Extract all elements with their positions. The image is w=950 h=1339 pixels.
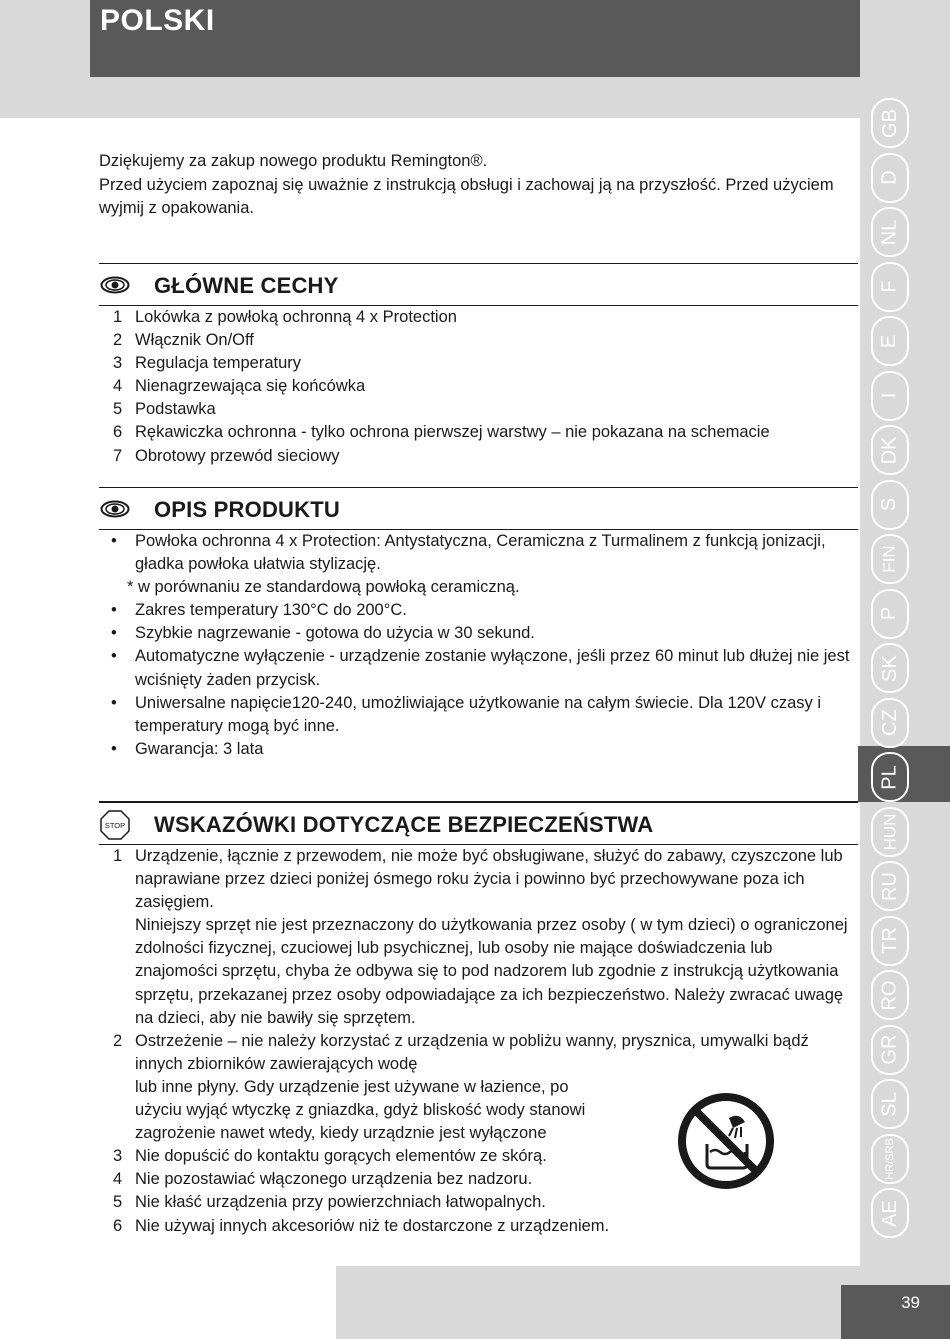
list-item: • Uniwersalne napięcie120-240, umożliwiające użytkowanie na całym świecie. Dla 120V czasy i temperatury mogą być inne. [111,693,821,735]
language-tab-d[interactable] [871,153,907,201]
language-code: F [878,280,901,293]
language-tab-cz[interactable] [871,698,907,746]
language-tab-e[interactable] [871,316,907,364]
section-title: GŁÓWNE CECHY [154,273,339,298]
language-tab-label [871,1134,909,1184]
language-tab-sl[interactable] [871,1079,907,1127]
language-tab-label [871,98,909,148]
language-tab-fin[interactable] [871,534,907,582]
language-code: SK [878,654,901,682]
page-number: 39 [901,1293,920,1312]
list-item: 3 Regulacja temperatury [113,354,301,373]
language-tab-i[interactable] [871,371,907,419]
language-code: CZ [878,709,901,736]
description-section [99,487,858,761]
description-list [99,530,858,761]
section-title: WSKAZÓWKI DOTYCZĄCE BEZPIECZEŃSTWA [154,812,654,837]
list-item: • Gwarancja: 3 lata [111,739,264,758]
language-code: E [878,334,901,348]
language-tab-gr[interactable] [871,1025,907,1073]
language-tab-label [871,752,909,802]
section-title: OPIS PRODUKTU [154,497,340,522]
list-item: • Zakres temperatury 130°C do 200°C. [111,601,407,620]
list-item: * w porównaniu ze standardową powłoką ceramiczną. [127,578,520,597]
language-tab-label [871,262,909,312]
no-water-icon [677,1092,775,1190]
language-tab-ae[interactable] [871,1188,907,1236]
language-code: DK [878,436,901,464]
language-tab-label [871,207,909,257]
features-list [99,306,858,468]
language-code: HUN [880,813,899,850]
title-bar [90,0,860,77]
language-code: RO [878,980,901,1010]
language-tab-sk[interactable] [871,643,907,691]
language-tab-f[interactable] [871,262,907,310]
language-tab-s[interactable] [871,480,907,528]
intro-text [99,150,854,221]
list-item: 4 Nie pozostawiać włączonego urządzenia bez nadzoru. [113,1170,533,1189]
language-code: SL [878,1091,901,1117]
language-tab-label [871,916,909,966]
language-tab-gb[interactable] [871,98,907,146]
language-tab-label [871,371,909,421]
language-tab-label [871,643,909,693]
language-tab-label [871,698,909,748]
language-code: HR/SRB [884,1137,896,1180]
section-header [99,801,858,845]
language-tab-label [871,861,909,911]
language-tab-hr-srb[interactable] [871,1134,907,1182]
list-item: 2 Włącznik On/Off [113,331,254,350]
list-item: • Powłoka ochronna 4 x Protection: Antystatyczna, Ceramiczna z Turmalinem z funkcją jonizacji, gładka powłoka ułatwia stylizację. [111,532,826,574]
language-code: NL [878,219,901,245]
language-tab-label [871,970,909,1020]
eye-icon [100,499,130,519]
language-tab-p[interactable] [871,589,907,637]
language-code: RU [878,871,901,901]
features-section [99,263,858,468]
list-item: 4 Nienagrzewająca się końcówka [113,377,366,396]
list-item: 3 Nie dopuścić do kontaktu gorących elementów ze skórą. [113,1147,547,1166]
language-tab-nl[interactable] [871,207,907,255]
language-code: P [878,606,901,621]
language-tab-pl[interactable] [871,752,907,800]
language-tab-label [871,534,909,584]
language-code: AE [878,1199,901,1227]
language-tab-label [871,589,909,639]
language-tab-label [871,153,909,203]
language-tab-label [871,807,909,857]
list-item: 2 Ostrzeżenie – nie należy korzystać z urządzenia w pobliżu wanny, prysznica, umywalki bądź innych zbiorników zawierających wodę lub inne płyny. Gdy urządzenie jest używane w łazience, po użyciu wyjąć wtyczkę z gniazdka, gdyż bliskość wody stanowi zagrożenie nawet wtedy, kiedy urządznie jest wyłączone [113,1031,809,1143]
language-code: D [878,170,901,185]
language-tab-label [871,1079,909,1129]
language-tab-label [871,480,909,530]
language-tab-dk[interactable] [871,425,907,473]
intro-line: Dziękujemy za zakup nowego produktu Remington®. [99,152,488,170]
section-header [99,263,858,306]
language-tab-label [871,425,909,475]
list-item: • Szybkie nagrzewanie - gotowa do użycia w 30 sekund. [111,624,535,643]
section-header [99,487,858,530]
language-code: GB [878,108,901,138]
svg-text:STOP: STOP [104,821,126,830]
page-background-bottom [0,1266,336,1339]
intro-line: Przed użyciem zapoznaj się uważnie z instrukcją obsługi i zachowaj ją na przyszłość. Przed użyciem wyjmij z opakowania. [99,175,834,217]
list-item: 5 Nie kłaść urządzenia przy powierzchniach łatwopalnych. [113,1193,546,1212]
list-item: 5 Podstawka [113,400,216,419]
language-tab-tr[interactable] [871,916,907,964]
language-tab-label [871,316,909,366]
page-title: POLSKI [100,4,215,37]
language-tab-label [871,1025,909,1075]
language-tab-hun[interactable] [871,807,907,855]
list-item: 6 Nie używaj innych akcesoriów niż te dostarczone z urządzeniem. [113,1216,610,1235]
language-code: GR [878,1034,901,1065]
page-number-box [841,1285,950,1339]
language-code: FIN [879,545,899,573]
list-item: 1 Lokówka z powłoką ochronną 4 x Protection [113,308,457,326]
language-tab-ru[interactable] [871,861,907,909]
language-code: PL [878,764,901,790]
list-item: • Automatyczne wyłączenie - urządzenie zostanie wyłączone, jeśli przez 60 minut lub dłużej nie jest wciśnięty żaden przycisk. [111,647,850,689]
language-tab-label [871,1188,909,1238]
language-code: I [878,392,901,399]
list-item: 1 Urządzenie, łącznie z przewodem, nie może być obsługiwane, służyć do zabawy, czyszczone lub naprawiane przez dzieci poniżej ósmego roku życia i powinno być przechowywane poza ich zasięgiem. Niniejszy sprzęt nie jest przeznaczony do użytkowania przez osoby ( w tym dzieci) o ograniczonej zdolności fizycznej, czuciowej lub psychicznej, lub osoby nie mające doświadczenia lub znajomości sprzętu, chyba że odbywa się to pod nadzorem lub zgodnie z instrukcją użytkowania sprzętu, przekazanej przez osoby odpowiadające za ich bezpieczeństwo. Należy zwracać uwagę na dzieci, aby nie bawiły się sprzętem. [113,847,848,1027]
language-code: S [878,497,901,512]
eye-icon [100,275,130,295]
list-item: 6 Rękawiczka ochronna - tylko ochrona pierwszej warstwy – nie pokazana na schemacie [113,423,770,442]
list-item: 7 Obrotowy przewód sieciowy [113,446,340,465]
stop-icon [100,810,130,840]
language-tab-ro[interactable] [871,970,907,1018]
language-code: TR [878,927,901,954]
